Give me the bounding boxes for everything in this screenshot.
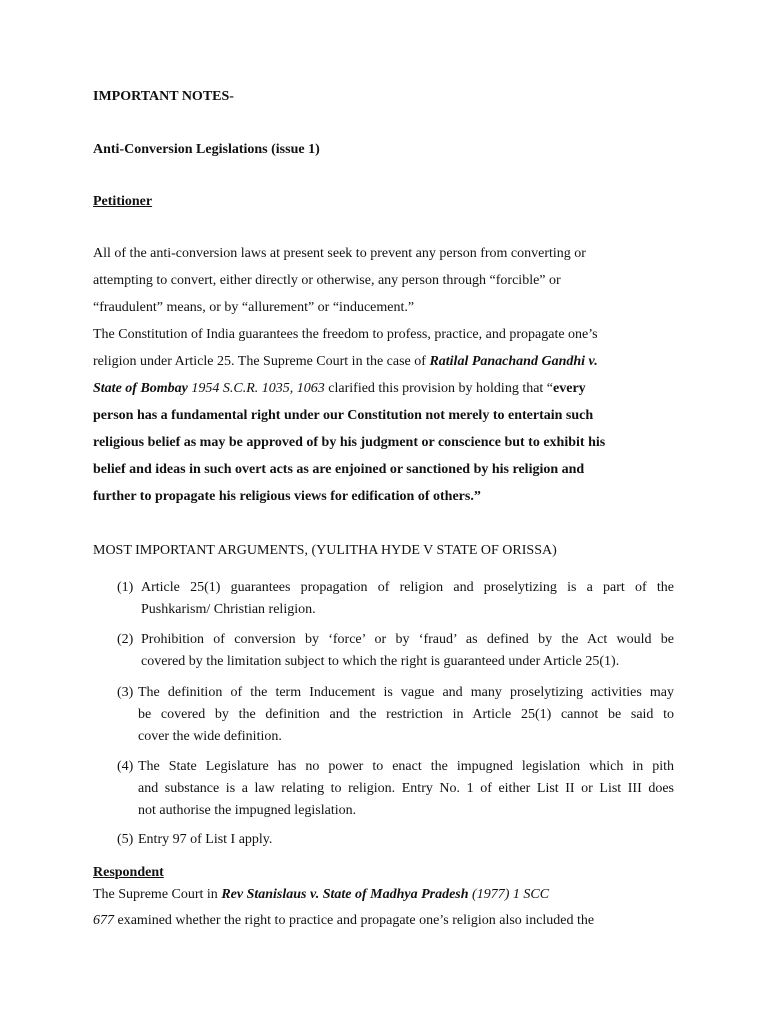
petitioner-para1-line: All of the anti-conversion laws at present seek to prevent any person from converting or xyxy=(93,246,586,261)
quote-line: further to propagate his religious views for edification of others.” xyxy=(93,489,481,504)
argument-text-line: The definition of the term Inducement is vague and many proselytizing activities may xyxy=(138,685,674,700)
argument-number: (2) xyxy=(117,632,134,647)
petitioner-para1-line: “fraudulent” means, or by “allurement” or “inducement.” xyxy=(93,300,415,315)
section-subtitle: Anti-Conversion Legislations (issue 1) xyxy=(93,142,320,157)
case-citation: (1977) 1 SCC xyxy=(468,887,550,902)
case-citation: 677 xyxy=(93,913,114,928)
argument-text-line: covered by the limitation subject to which the right is guaranteed under Article 25(1). xyxy=(141,654,620,669)
respondent-line xyxy=(93,913,594,929)
argument-item xyxy=(117,756,674,822)
argument-text-line: Article 25(1) guarantees propagation of religion and proselytizing is a part of the xyxy=(141,580,674,595)
argument-number: (5) xyxy=(117,832,134,847)
argument-number: (4) xyxy=(117,759,134,774)
argument-text-line: Prohibition of conversion by ‘force’ or by ‘fraud’ as defined by the Act would be xyxy=(141,632,674,647)
plain-text: clarified this provision by holding that “ xyxy=(324,381,554,396)
argument-item xyxy=(117,577,674,621)
quote-line: belief and ideas in such overt acts as are enjoined or sanctioned by his religion and xyxy=(93,462,585,477)
quote-line: religious belief as may be approved of by his judgment or conscience but to exhibit his xyxy=(93,435,606,450)
quote-start: every xyxy=(553,381,586,396)
argument-text-line: be covered by the definition and the restriction in Article 25(1) cannot be said to xyxy=(138,707,674,722)
argument-number: (3) xyxy=(117,685,134,700)
plain-text: religion under Article 25. The Supreme Court in the case of xyxy=(93,354,430,369)
argument-text-line: Pushkarism/ Christian religion. xyxy=(141,602,316,617)
argument-text-line: The State Legislature has no power to enact the impugned legislation which in pith xyxy=(138,759,674,774)
petitioner-para1-line: attempting to convert, either directly or otherwise, any person through “forcible” or xyxy=(93,273,561,288)
quote-line: person has a fundamental right under our Constitution not merely to entertain such xyxy=(93,408,594,423)
argument-item xyxy=(117,629,674,673)
page-title: IMPORTANT NOTES- xyxy=(93,89,234,104)
case-citation: 1954 S.C.R. 1035, 1063 xyxy=(187,381,325,396)
argument-item xyxy=(117,682,674,748)
argument-text-line: not authorise the impugned legislation. xyxy=(138,803,357,818)
case-name: State of Bombay xyxy=(93,381,188,396)
case-name: Rev Stanislaus v. State of Madhya Pradesh xyxy=(221,887,469,902)
arguments-heading: MOST IMPORTANT ARGUMENTS, (YULITHA HYDE V STATE OF ORISSA) xyxy=(93,543,557,558)
case-name: Ratilal Panachand Gandhi v. xyxy=(429,354,598,369)
petitioner-heading: Petitioner xyxy=(93,194,153,209)
petitioner-para2-line: The Constitution of India guarantees the freedom to profess, practice, and propagate one’s xyxy=(93,327,598,342)
petitioner-para2-line xyxy=(93,381,586,397)
respondent-heading: Respondent xyxy=(93,865,164,880)
petitioner-para2-line xyxy=(93,354,598,370)
argument-text-line: and substance is a law relating to religion. Entry No. 1 of either List II or List III does xyxy=(138,781,674,796)
respondent-line xyxy=(93,887,549,903)
plain-text: The Supreme Court in xyxy=(93,887,222,902)
argument-text-line: Entry 97 of List I apply. xyxy=(138,832,273,847)
argument-number: (1) xyxy=(117,580,134,595)
plain-text: examined whether the right to practice and propagate one’s religion also included the xyxy=(114,913,595,928)
argument-text-line: cover the wide definition. xyxy=(138,729,282,744)
argument-item xyxy=(117,829,674,851)
